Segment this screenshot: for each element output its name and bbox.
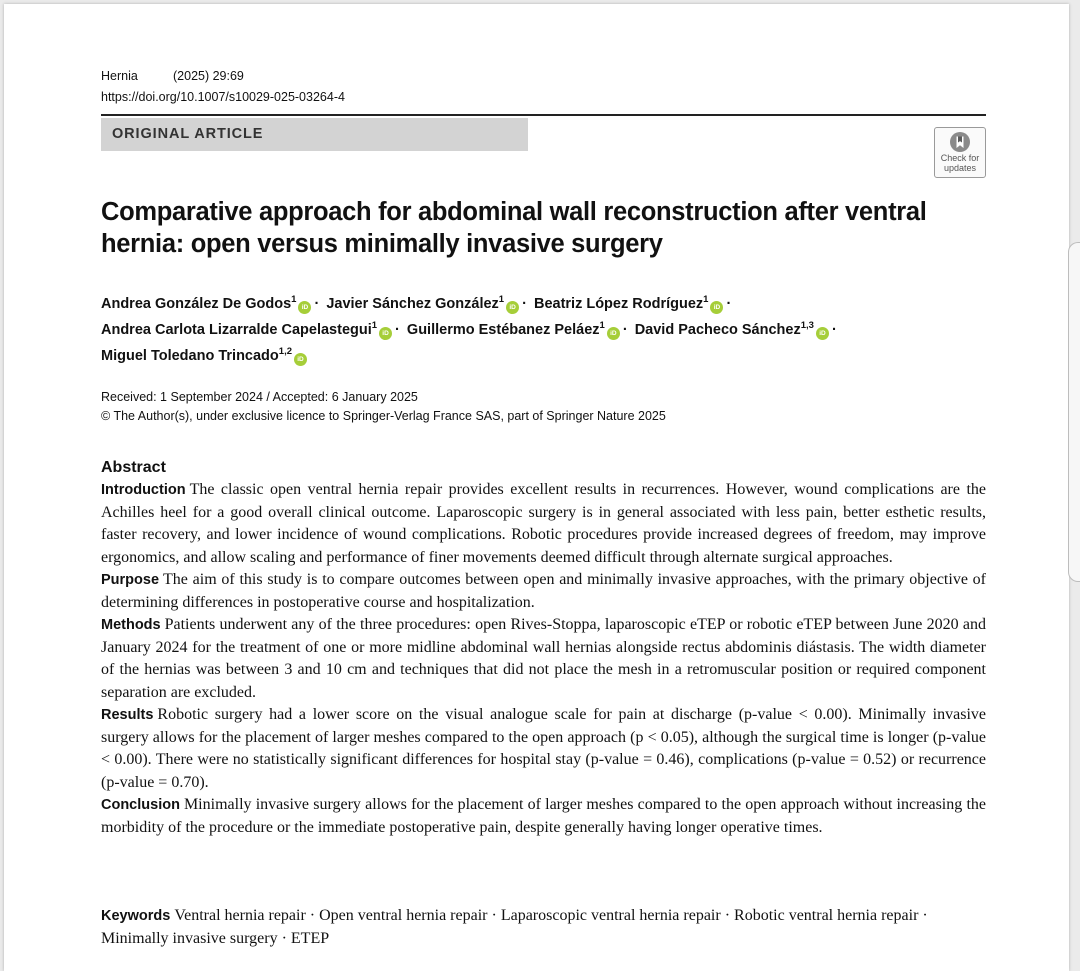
citation-block bbox=[101, 66, 345, 108]
separator: · bbox=[726, 295, 732, 312]
separator: · bbox=[622, 322, 628, 339]
author-affiliation: 1 bbox=[291, 294, 297, 305]
abstract-conclusion: Conclusion Minimally invasive surgery allows for the placement of larger meshes compared to the open approach without increasing the morbidity of the procedure or the immediate postoperative pain, despite generally having longer operative times. bbox=[101, 796, 986, 836]
author-affiliation: 1 bbox=[599, 320, 605, 332]
article-type-banner: ORIGINAL ARTICLE bbox=[101, 118, 528, 151]
orcid-icon[interactable]: iD bbox=[506, 301, 519, 314]
author-affiliation: 1 bbox=[371, 320, 378, 332]
author[interactable]: Beatriz López Rodríguez$^1$iD bbox=[534, 296, 723, 312]
check-for-updates-button[interactable] bbox=[934, 127, 986, 178]
abstract-results: Results Robotic surgery had a lower score on the visual analogue scale for pain at discharge (p-value < 0.00). Minimally invasive surgery allows for the placement of larger meshes compared to the open approach (p < 0.05), although the surgical time is longer (p-value < 0.00). There were no statistically significant differences for hospital stay (p-value = 0.46), complications (p-value = 0.52) or recurrence (p-value = 0.70). bbox=[101, 706, 986, 791]
author[interactable]: Javier Sánchez González$^1$iD bbox=[326, 296, 519, 312]
keywords-text: Ventral hernia repair · Open ventral hernia repair · Laparoscopic ventral hernia repair · Robotic ventral hernia repair · Minimally invasive surgery · ETEP bbox=[101, 907, 928, 947]
separator: · bbox=[831, 322, 837, 339]
keywords bbox=[101, 905, 986, 950]
publication-dates bbox=[101, 388, 666, 425]
volume-citation: (2025) 29:69 bbox=[173, 69, 244, 83]
article-title: Comparative approach for abdominal wall reconstruction after ventral hernia: open versus minimally invasive surgery bbox=[101, 198, 927, 258]
author-list bbox=[101, 289, 1001, 368]
orcid-icon[interactable]: iD bbox=[294, 353, 307, 366]
abstract-methods: Methods Patients underwent any of the three procedures: open Rives-Stoppa, laparoscopic eTEP or robotic eTEP between June 2020 and January 2024 for the treatment of one or more midline abdominal wall hernias alongside rectus abdominis diástasis. The width diameter of the hernias was between 3 and 10 cm and techniques that did not place the mesh in a retromuscular position or required component separation are excluded. bbox=[101, 616, 986, 701]
header-rule bbox=[101, 114, 986, 116]
author[interactable]: Guillermo Estébanez Peláez$^1$iD bbox=[407, 322, 620, 338]
author-affiliation: 1,2 bbox=[278, 346, 292, 358]
orcid-icon[interactable]: iD bbox=[816, 327, 829, 340]
keywords-label: Keywords bbox=[101, 908, 171, 924]
abstract-introduction: Introduction The classic open ventral hernia repair provides excellent results in recurrences. However, wound complications are the Achilles heel for a good overall clinical outcome. Laparoscopic surgery is in general associated with less pain, better esthetic results, faster recovery, and lower incidence of wound complications. Robotic procedures provide increased degrees of freedom, may improve ergonomics, and allow scaling and performance of finer movements deemed difficult through alternate surgical approaches. bbox=[101, 481, 986, 566]
author[interactable]: Miguel Toledano Trincado$^{1,2}$iD bbox=[101, 348, 307, 364]
check-for-label: Check for bbox=[940, 153, 980, 163]
orcid-icon[interactable]: iD bbox=[710, 301, 723, 314]
separator: · bbox=[522, 295, 527, 312]
orcid-icon[interactable]: iD bbox=[607, 327, 620, 340]
pdf-page bbox=[4, 4, 1069, 971]
separator: · bbox=[314, 295, 320, 312]
updates-label: updates bbox=[943, 163, 977, 173]
doi-link[interactable]: https://doi.org/10.1007/s10029-025-03264-4 bbox=[101, 90, 345, 104]
author-affiliation: 1,3 bbox=[800, 320, 814, 332]
author[interactable]: Andrea Carlota Lizarralde Capelastegui$^1$iD bbox=[101, 322, 392, 338]
author-affiliation: 1 bbox=[703, 294, 709, 305]
journal-name: Hernia bbox=[101, 69, 138, 83]
check-updates-icon bbox=[949, 131, 971, 153]
separator: · bbox=[395, 322, 400, 339]
author[interactable]: Andrea González De Godos$^1$iD bbox=[101, 296, 311, 312]
abstract bbox=[101, 457, 986, 839]
abstract-heading: Abstract bbox=[101, 459, 166, 476]
author-affiliation: 1 bbox=[498, 294, 505, 305]
abstract-purpose: Purpose The aim of this study is to compare outcomes between open and minimally invasive approaches, with the primary objective of determining differences in postoperative course and hospitalization. bbox=[101, 571, 986, 611]
orcid-icon[interactable]: iD bbox=[298, 301, 311, 314]
author[interactable]: David Pacheco Sánchez$^{1,3}$iD bbox=[635, 322, 829, 338]
received-accepted: Received: 1 September 2024 / Accepted: 6 January 2025 bbox=[101, 390, 418, 404]
side-panel-handle[interactable] bbox=[1068, 242, 1080, 582]
copyright-notice: © The Author(s), under exclusive licence to Springer-Verlag France SAS, part of Springer Nature 2025 bbox=[101, 408, 666, 423]
orcid-icon[interactable]: iD bbox=[379, 327, 392, 340]
